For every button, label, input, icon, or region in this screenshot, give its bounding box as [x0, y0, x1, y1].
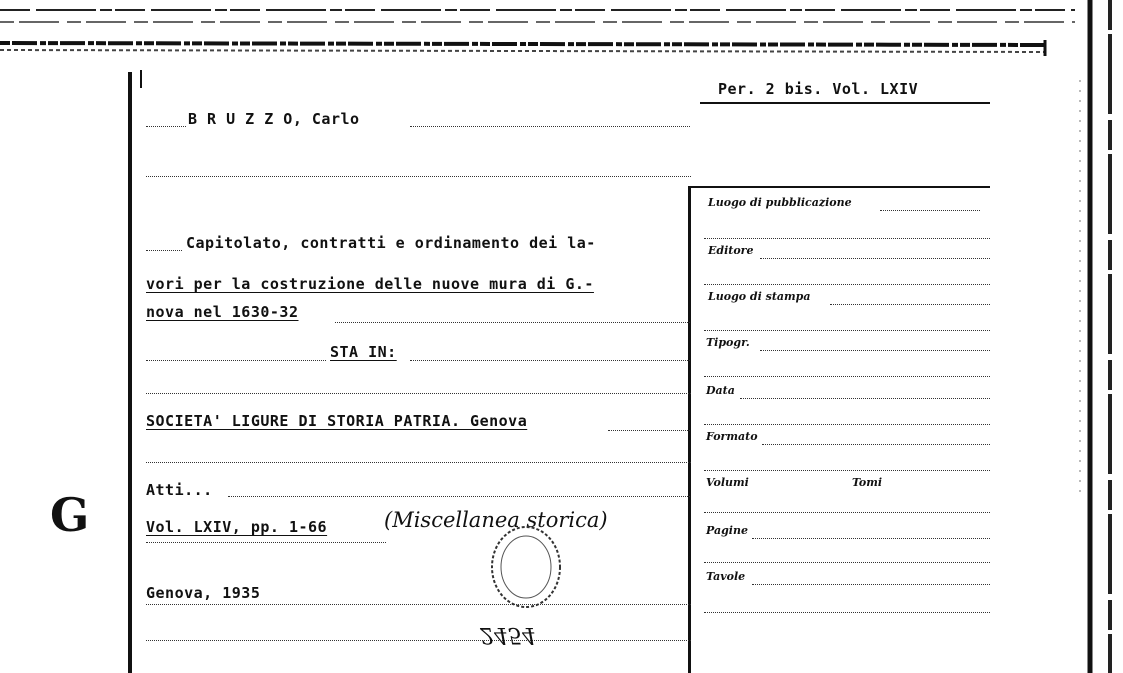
- field-line-g: [704, 512, 990, 513]
- series-dotline: [228, 496, 690, 497]
- field-luogo-pubblicazione: Luogo di pubblicazione: [708, 196, 852, 209]
- publisher-dotline: [608, 430, 690, 431]
- title-line-2: vori per la costruzione delle nuove mura di G.-: [146, 275, 594, 293]
- shelfmark: Per. 2 bis. Vol. LXIV: [718, 80, 919, 98]
- field-line-data: [740, 398, 990, 399]
- sta-in-dotline-left: [146, 360, 326, 361]
- field-tipogr: Tipogr.: [706, 336, 750, 349]
- margin-letter: G: [50, 488, 90, 542]
- field-data: Data: [706, 384, 735, 397]
- inventory-number: 2454: [480, 622, 536, 647]
- sta-in-dotline-right: [410, 360, 690, 361]
- field-line-b: [704, 284, 990, 285]
- field-volumi: Volumi: [706, 476, 749, 489]
- place-year-dotline: [146, 604, 691, 605]
- fields-box-top: [690, 186, 990, 188]
- card-left-border: [128, 72, 132, 673]
- field-line-h: [704, 562, 990, 563]
- scan-right-edge: [1068, 0, 1123, 673]
- field-line-e: [704, 424, 990, 425]
- shelfmark-underline: [700, 102, 990, 104]
- author-dotline-left: [146, 126, 186, 127]
- place-year: Genova, 1935: [146, 584, 261, 602]
- empty-dotline-3: [146, 462, 691, 463]
- field-luogo-stampa: Luogo di stampa: [708, 290, 811, 303]
- field-line-i: [704, 612, 990, 613]
- volume-pages: Vol. LXIV, pp. 1-66: [146, 518, 328, 536]
- volume-dotline: [146, 542, 386, 543]
- field-line-pagine: [752, 538, 990, 539]
- field-line-c: [704, 330, 990, 331]
- field-line-f: [704, 470, 990, 471]
- series: Atti...: [146, 481, 213, 499]
- empty-dotline-1: [146, 176, 691, 177]
- field-formato: Formato: [706, 430, 758, 443]
- field-line-editore: [760, 258, 990, 259]
- sta-in-label: STA IN:: [330, 343, 397, 361]
- field-line-d: [704, 376, 990, 377]
- empty-dotline-4: [146, 640, 691, 641]
- scan-top-edge: [0, 0, 1085, 60]
- author-dotline: [410, 126, 690, 127]
- field-line-luogo-stampa: [830, 304, 990, 305]
- title-line-1: Capitolato, contratti e ordinamento dei la-: [186, 234, 596, 252]
- field-line-luogo-pubblicazione: [880, 210, 980, 211]
- field-tavole: Tavole: [706, 570, 746, 583]
- author: B R U Z Z O, Carlo: [188, 110, 360, 128]
- card-top-tick: [140, 70, 142, 88]
- title-dotline-lead: [146, 250, 182, 251]
- empty-dotline-2: [146, 393, 691, 394]
- field-editore: Editore: [708, 244, 754, 257]
- field-line-tavole: [752, 584, 990, 585]
- title-line-3: nova nel 1630-32: [146, 303, 299, 321]
- field-line-formato: [762, 444, 990, 445]
- field-line-tipogr: [760, 350, 990, 351]
- title-dotline-tail: [335, 322, 690, 323]
- handwritten-note: (Miscellanea storica): [384, 508, 608, 532]
- field-pagine: Pagine: [706, 524, 748, 537]
- publisher: SOCIETA' LIGURE DI STORIA PATRIA. Genova: [146, 412, 528, 430]
- library-stamp: [486, 522, 566, 612]
- field-tomi: Tomi: [852, 476, 883, 489]
- field-line-a: [704, 238, 990, 239]
